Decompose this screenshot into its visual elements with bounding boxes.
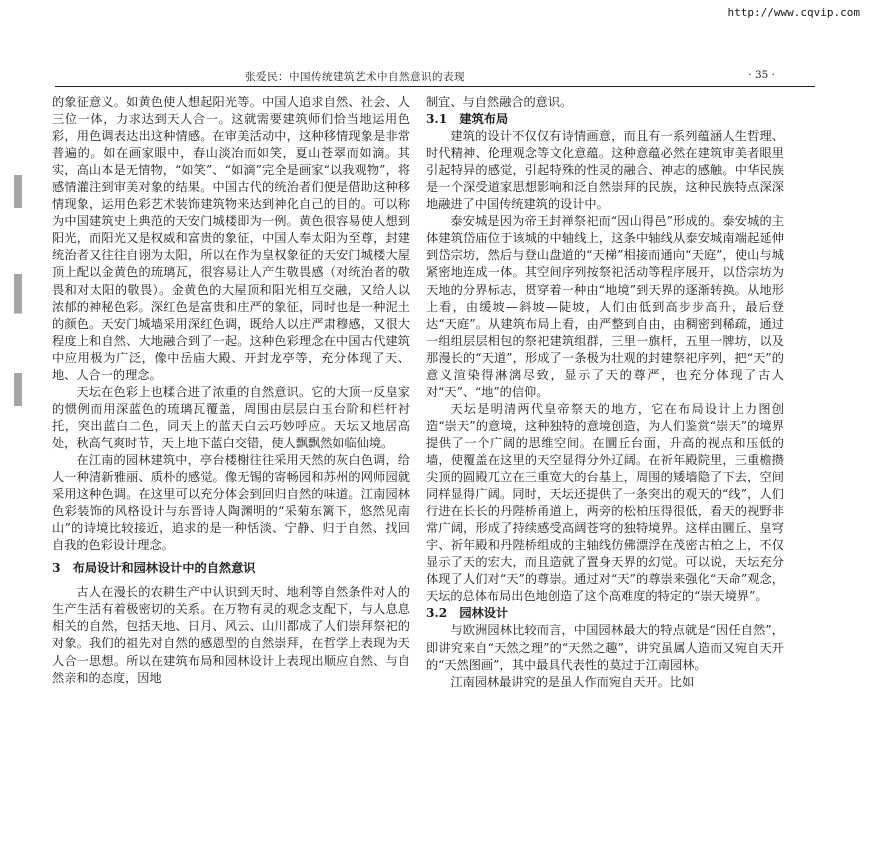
scan-binding-mark bbox=[14, 175, 22, 505]
page-number: · 35 · bbox=[748, 69, 775, 81]
paragraph: 制宜、与自然融合的意识。 bbox=[426, 95, 573, 109]
right-column bbox=[426, 94, 784, 691]
paragraph: 泰安城是因为帝王封禅祭祀而“因山得邑”形成的。泰安城的主体建筑岱庙位于该城的中轴线上，这条中轴线从泰安城南端起延伸到岱宗坊，然后与登山盘道的“天梯”相接而通向“天庭”，使山与城紧密地连成一体。其空间序列按祭祀活动等程序展开，以岱宗坊为天地的分界标志，贯穿着一种由“地境”到天界的逐渐转换。从地形上看，由缓坡—斜坡—陡坡，人们由低到高步步高升，最后登达“天庭”。从建筑布局上看，由严整到自由，由稠密到稀疏，通过一组组层层相包的祭祀建筑组群，三里一旗杆，五里一牌坊，以及那漫长的“天道”，形成了一条极为壮观的封建祭祀序列，把“天”的意义渲染得淋漓尽致，显示了天的尊严，也充分体现了古人对“天”、“地”的信仰。 bbox=[426, 214, 784, 399]
running-header bbox=[55, 68, 815, 87]
paragraph: 与欧洲园林比较而言，中国园林最大的特点就是“因任自然”，即讲究来自“天然之理”的“天然之趣”，讲究虽属人造而又宛自天开的“天然图画”，其中最具代表性的莫过于江南园林。 bbox=[426, 623, 784, 672]
paragraph: 在江南的园林建筑中，亭台楼榭往往采用天然的灰白色调，给人一种清新雅丽、质朴的感觉。像无锡的寄畅园和苏州的网师园就采用这种色调。在这里可以充分体会到回归自然的味道。江南园林色彩装饰的风格设计与东晋诗人陶渊明的“采菊东篱下，悠然见南山”的诗境比较接近，追求的是一种恬淡、宁静、归于自然、找回自我的色彩设计理念。 bbox=[52, 452, 410, 553]
source-url: http://www.cqvip.com bbox=[727, 6, 860, 19]
paragraph: 的象征意义。如黄色使人想起阳光等。中国人追求自然、社会、人三位一体，力求达到天人合一。这就需要建筑师们恰当地运用色彩，用色调表达出这种情感。在审美活动中，这种移情现象是非常普遍的。如在画家眼中，春山淡冶而如笑，夏山苍翠而如滴。其实，高山本是无情物，“如笑”、“如滴”完全是画家“以我观物”，将感情灌注到审美对象的结果。中国古代的统治者们便是借助这种移情现象，运用色彩艺术装饰建筑物来达到神化自己的目的。可以称为中国建筑史上典范的天安门城楼即为一例。黄色很容易使人想到阳光，而阳光又是权威和富贵的象征，中国人奉太阳为至尊，封建统治者又往往自诩为太阳，所以在作为皇权象征的天安门城楼大屋顶上配以金黄色的琉璃瓦，很容易让人产生敬畏感（对统治者的敬畏和对太阳的敬畏）。金黄色的大屋顶和阳光相互交融，又给人以浓郁的神秘色彩。深红色是富贵和庄严的象征，同时也是一种泥土的颜色。天安门城墙采用深红色调，既给人以庄严肃穆感，又很大程度上和自然、大地融合到了一起。这种色彩理念在中国古代建筑中应用极为广泛，像中岳庙大殿、开封龙亭等，充分体现了天、地、人合一的理念。 bbox=[52, 95, 410, 382]
section-heading: 3 布局设计和园林设计中的自然意识 bbox=[52, 561, 256, 576]
paragraph: 天坛在色彩上也糅合进了浓重的自然意识。它的大顶一反皇家的惯例而用深蓝色的琉璃瓦覆盖，周围由层层白玉台阶和栏杆衬托，突出蓝白二色，同天上的蓝天白云巧妙呼应。天坛又地居高处，秋高气爽时节，天上地下蓝白交错，使人飘飘然如临仙境。 bbox=[52, 384, 410, 450]
subsection-heading: 3.2 园林设计 bbox=[426, 606, 509, 621]
paragraph: 建筑的设计不仅仅有诗情画意，而且有一系列蕴涵人生哲理、时代精神、伦理观念等文化意蕴。这种意蕴必然在建筑审美者眼里引起特异的感觉，引起特殊的性灵的融合、神志的感触。中华民族是一个深受道家思想影响和泛自然崇拜的民族，这种民族特点深深地融进了中国传统建筑的设计中。 bbox=[426, 129, 784, 212]
paragraph: 江南园林最讲究的是虽人作而宛自天开。比如 bbox=[450, 674, 695, 689]
subsection-heading: 3.1 建筑布局 bbox=[426, 112, 509, 127]
running-title: 张爱民：中国传统建筑艺术中自然意识的表现 bbox=[245, 71, 465, 83]
paragraph: 古人在漫长的农耕生产中认识到天时、地利等自然条件对人的生产生活有着极密切的关系。在万物有灵的观念支配下，与人息息相关的自然，包括天地、日月、风云、山川都成了人们崇拜祭祀的对象。我们的祖先对自然的感恩型的自然崇拜，在哲学上表现为天人合一思想。所以在建筑布局和园林设计上表现出顺应自然、与自然亲和的态度，因地 bbox=[52, 585, 410, 685]
paragraph: 天坛是明清两代皇帝祭天的地方，它在布局设计上力图创造“崇天”的意境，这种独特的意境创造，为人们鉴赏“崇天”的境界提供了一个广阔的思维空间。在圜丘台面，升高的视点和压低的墙，使覆盖在这里的天空显得分外辽阔。在祈年殿院里，三重檐攒尖顶的圆殿兀立在三重宽大的台基上，周围的矮墙隐了下去，空间同样显得广阔。同时，天坛还提供了一条突出的观天的“线”，人们行进在长长的丹陛桥甬道上，两旁的松柏压得很低，看天的视野非常广阔，形成了持续感受高阔苍穹的独特境界。这样由圜丘、皇穹宇、祈年殿和丹陛桥组成的主轴线仿佛漂浮在茂密古柏之上，不仅显示了天的宏大，而且造就了置身天界的幻觉。可以说，天坛充分体现了人们对“天”的尊崇。通过对“天”的尊崇来强化“天命”观念，天坛的总体布局出色地创造了这个高难度的特定的“崇天境界”。 bbox=[426, 401, 784, 604]
left-column bbox=[52, 94, 410, 687]
